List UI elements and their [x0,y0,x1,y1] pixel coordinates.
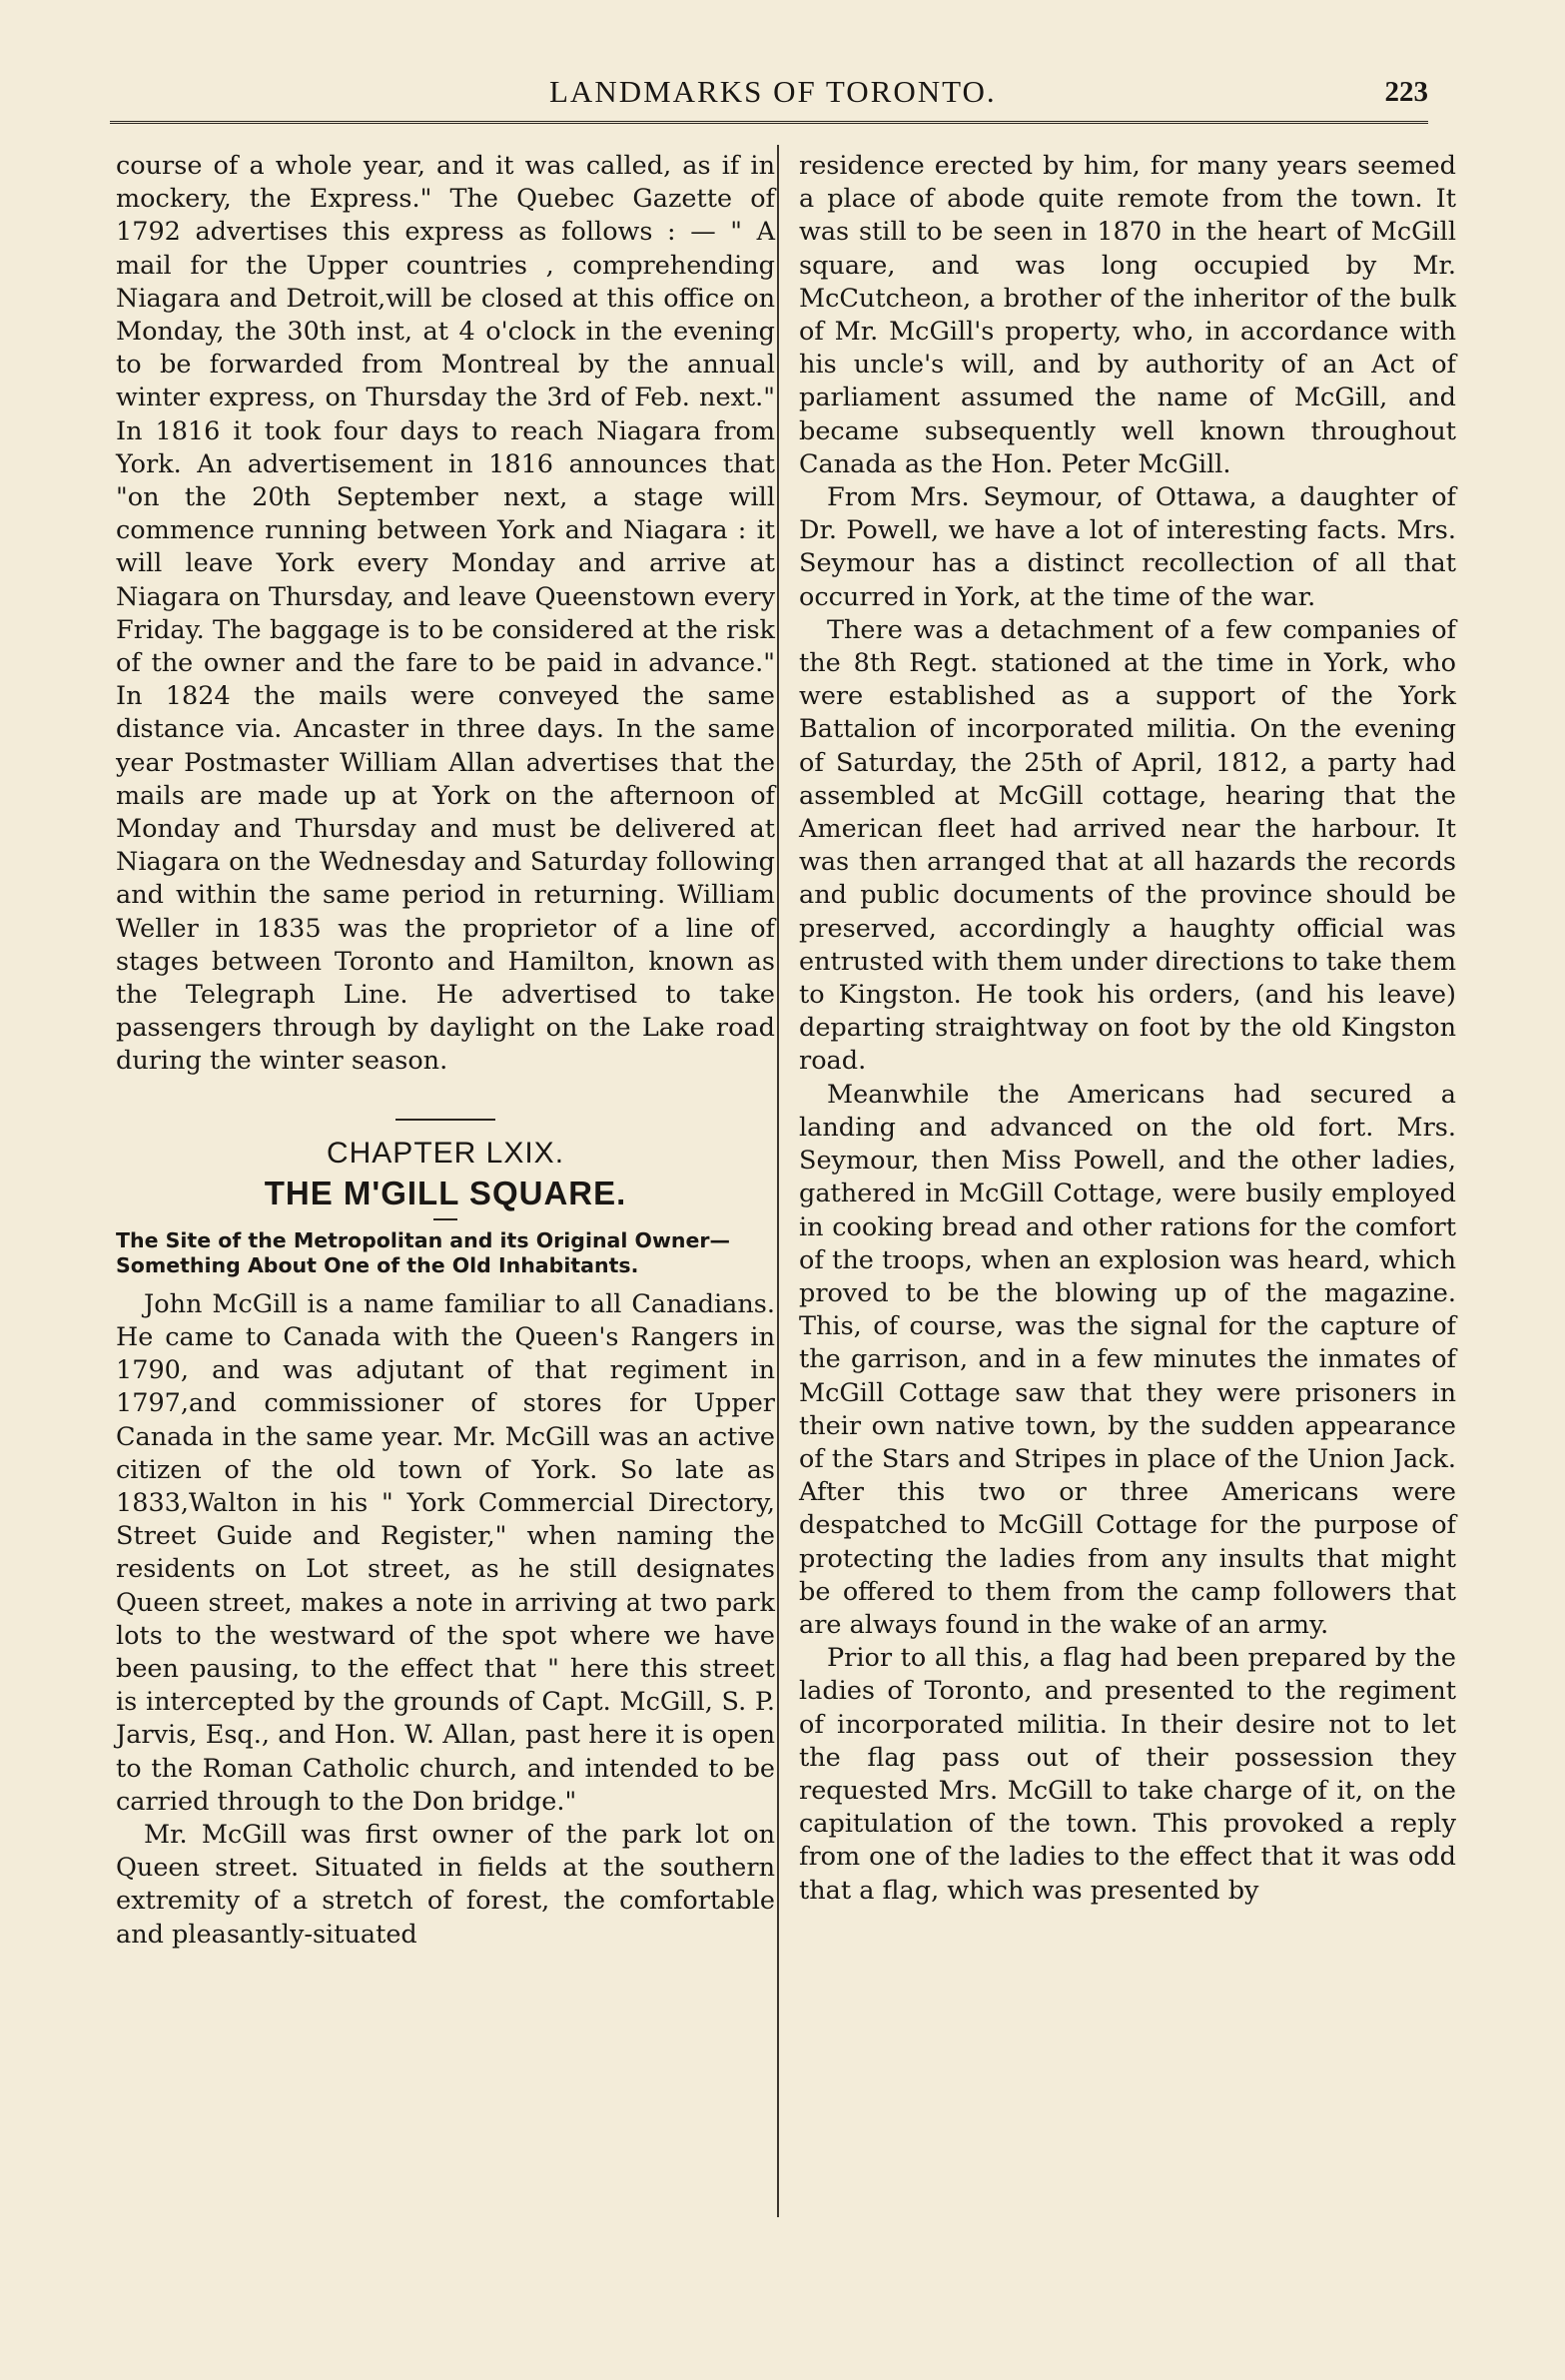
page-header [110,74,1428,124]
paragraph: Mr. McGill was first owner of the park lot on Queen street. Situated in fields at the southern extremity of a stretch of forest, the comfortable and pleasantly-situated [116,1819,775,1950]
paragraph: There was a detachment of a few companies of the 8th Regt. stationed at the time in York, who were established as a support of the York Battalion of incorporated militia. On the evening of Saturday, the 25th of April, 1812, a party had assembled at McGill cottage, hearing that the American fleet had arrived near the harbour. It was then arranged that at all hazards the records and public documents of the province should be preserved, accordingly a haughty official was entrusted with them under directions to take them to Kingston. He took his orders, (and his leave) departing straightway on foot by the old Kingston road. [799,614,1456,1077]
header-rule [110,121,1428,124]
paragraph: residence erected by him, for many years seemed a place of abode quite remote from the town. It was still to be seen in 1870 in the heart of McGill square, and was long occupied by Mr. McCutcheon, a brother of the inheritor of the bulk of Mr. McGill's property, who, in accordance with his uncle's will, and by authority of an Act of parliament assumed the name of McGill, and became subsequently well known throughout Canada as the Hon. Peter McGill. [799,151,1456,479]
paragraph: Meanwhile the Americans had secured a landing and advanced on the old fort. Mrs. Seymour, then Miss Powell, and the other ladies, gathered in McGill Cottage, were busily employed in cooking bread and other rations for the comfort of the troops, when an explosion was heard, which proved to be the blowing up of the magazine. This, of course, was the signal for the capture of the garrison, and in a few minutes the inmates of McGill Cottage saw that they were prisoners in their own native town, by the sudden appearance of the Stars and Stripes in place of the Union Jack. After this two or three Americans were despatched to McGill Cottage for the purpose of protecting the ladies from any insults that might be offered to them from the camp followers that are always found in the wake of an army. [799,1079,1456,1640]
page-number: 223 [1384,76,1428,108]
chapter-rule [395,1119,495,1121]
chapter-heading [116,1119,775,1278]
paragraph: From Mrs. Seymour, of Ottawa, a daughter of Dr. Powell, we have a lot of interesting facts. Mrs. Seymour has a distinct recollection of all that occurred in York, at the time of the war. [799,482,1456,612]
paragraph: course of a whole year, and it was called, as if in mockery, the Express." The Quebec Gazette of 1792 advertises this express as follows : — " A mail for the Upper countries , comprehending Niagara and Detroit,will be closed at this office on Monday, the 30th inst, at 4 o'clock in the evening to be forwarded from Montreal by the annual winter express, on Thursday the 3rd of Feb. next." In 1816 it took four days to reach Niagara from York. An advertisement in 1816 announces that "on the 20th September next, a stage will commence running between York and Niagara : it will leave York every Monday and arrive at Niagara on Thursday, and leave Queenstown every Friday. The baggage is to be considered at the risk of the owner and the fare to be paid in advance." In 1824 the mails were conveyed the same distance via. Ancaster in three days. In the same year Postmaster William Allan advertises that the mails are made up at York on the afternoon of Monday and Thursday and must be delivered at Niagara on the Wednesday and Saturday following and within the same period in returning. William Weller in 1835 was the proprietor of a line of stages between Toronto and Hamilton, known as the Telegraph Line. He advertised to take passengers through by daylight on the Lake road during the winter season. [116,151,775,1077]
paragraph: John McGill is a name familiar to all Canadians. He came to Canada with the Queen's Rangers in 1790, and was adjutant of that regiment in 1797,and commissioner of stores for Upper Canada in the same year. Mr. McGill was an active citizen of the old town of York. So late as 1833,Walton in his " York Commercial Directory, Street Guide and Register," when naming the residents on Lot street, as he still designates Queen street, makes a note in arriving at two park lots to the westward of the spot where we have been pausing, to the effect that " here this street is intercepted by the grounds of Capt. McGill, S. P. Jarvis, Esq., and Hon. W. Allan, past here it is open to the Roman Catholic church, and intended to be carried through to the Don bridge." [116,1288,775,1817]
chapter-number: CHAPTER LXIX. [326,1136,565,1170]
left-column [116,150,775,1952]
chapter-subtitle: The Site of the Metropolitan and its Original Owner—Something About One of the Old Inhabitants. [116,1227,731,1277]
paragraph: Prior to all this, a flag had been prepared by the ladies of Toronto, and presented to the regiment of incorporated militia. In their desire not to let the flag pass out of their possession they requested Mrs. McGill to take charge of it, on the capitulation of the town. This provoked a reply from one of the ladies to the effect that it was odd that a flag, which was presented by [799,1643,1456,1906]
title-rule [433,1218,457,1220]
right-column [799,150,1456,1908]
running-title: LANDMARKS OF TORONTO. [549,74,997,109]
chapter-title: THE M'GILL SQUARE. [264,1174,627,1211]
column-divider [777,145,779,2217]
